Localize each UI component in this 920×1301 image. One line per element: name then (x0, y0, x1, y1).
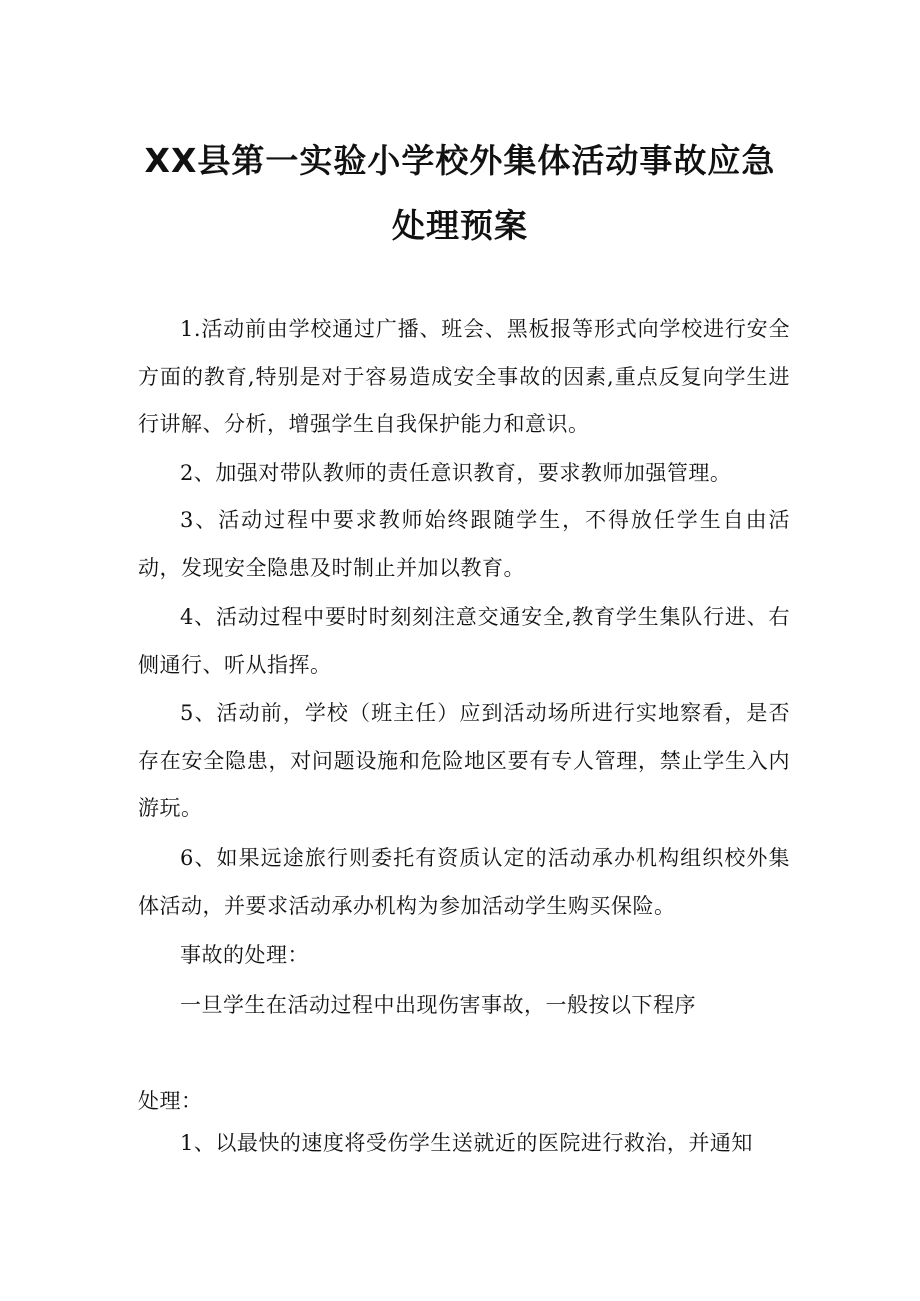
paragraph-6-insurance: 6、如果远途旅行则委托有资质认定的活动承办机构组织校外集体活动，并要求活动承办机构为参加活动学生购买保险。 (138, 846, 790, 918)
paragraph-5-site-inspection: 5、活动前，学校（班主任）应到活动场所进行实地察看，是否存在安全隐患，对问题设施和危险地区要有专人管理，禁止学生入内游玩。 (138, 701, 790, 820)
paragraph-step-1-treatment: 1、以最快的速度将受伤学生送就近的医院进行救治，并通知 (180, 1131, 753, 1155)
paragraph-procedure-intro: 一旦学生在活动过程中出现伤害事故，一般按以下程序 (180, 993, 696, 1017)
paragraph-procedure-intro-continued: 处理： (138, 1089, 203, 1113)
paragraph-4-traffic-safety: 4、活动过程中要时时刻刻注意交通安全,教育学生集队行进、右侧通行、听从指挥。 (138, 605, 790, 677)
section-heading-accident-handling: 事故的处理： (180, 943, 309, 967)
paragraph-2-teacher-responsibility: 2、加强对带队教师的责任意识教育，要求教师加强管理。 (180, 461, 732, 485)
document-title-line-2: 处理预案 (392, 206, 528, 245)
paragraph-3-supervision: 3、活动过程中要求教师始终跟随学生，不得放任学生自由活动，发现安全隐患及时制止并加以教育。 (138, 508, 790, 580)
document-title-line-1: XX县第一实验小学校外集体活动事故应急 (144, 141, 776, 180)
paragraph-1-education: 1.活动前由学校通过广播、班会、黑板报等形式向学校进行安全方面的教育,特别是对于容易造成安全事故的因素,重点反复向学生进行讲解、分析，增强学生自我保护能力和意识。 (138, 317, 790, 436)
